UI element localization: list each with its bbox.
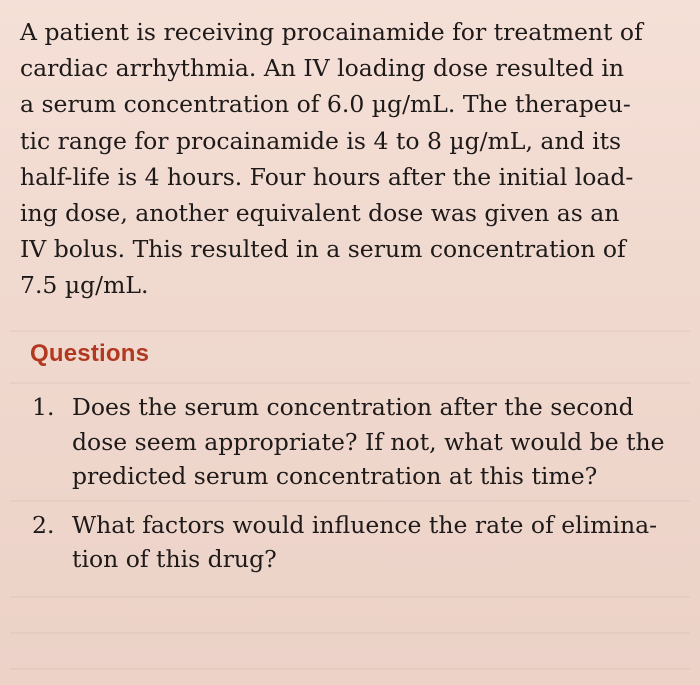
case-line: a serum concentration of 6.0 µg/mL. The therapeu- (20, 90, 631, 119)
case-section (20, 14, 690, 304)
question-item (32, 390, 692, 494)
question-line: What factors would influence the rate of elimina- (72, 510, 658, 539)
question-number: 1. (32, 393, 55, 421)
question-line: tion of this drug? (72, 545, 277, 573)
question-number: 2. (32, 510, 55, 539)
bleed-through-line (10, 668, 690, 670)
case-line: A patient is receiving procainamide for treatment of (20, 18, 643, 46)
bleed-through-line (10, 632, 690, 634)
bleed-through-line (10, 330, 690, 332)
case-line: cardiac arrhythmia. An IV loading dose resulted in (20, 54, 625, 83)
case-line: tic range for procainamide is 4 to 8 µg/mL, and its (20, 126, 622, 155)
question-line: predicted serum concentration at this time? (72, 462, 598, 490)
case-line: IV bolus. This resulted in a serum concentration of (20, 235, 626, 264)
question-item (32, 508, 692, 577)
bleed-through-line (10, 382, 690, 384)
questions-heading: Questions (30, 340, 150, 367)
case-line: ing dose, another equivalent dose was given as an (20, 199, 620, 228)
bleed-through-line (10, 596, 690, 598)
case-line: half-life is 4 hours. Four hours after the initial load- (20, 162, 634, 191)
case-line: 7.5 µg/mL. (20, 271, 149, 300)
questions-list (32, 390, 692, 577)
question-line: dose seem appropriate? If not, what would be the (72, 427, 665, 456)
case-paragraph (20, 14, 690, 304)
question-line: Does the serum concentration after the second (72, 393, 634, 421)
